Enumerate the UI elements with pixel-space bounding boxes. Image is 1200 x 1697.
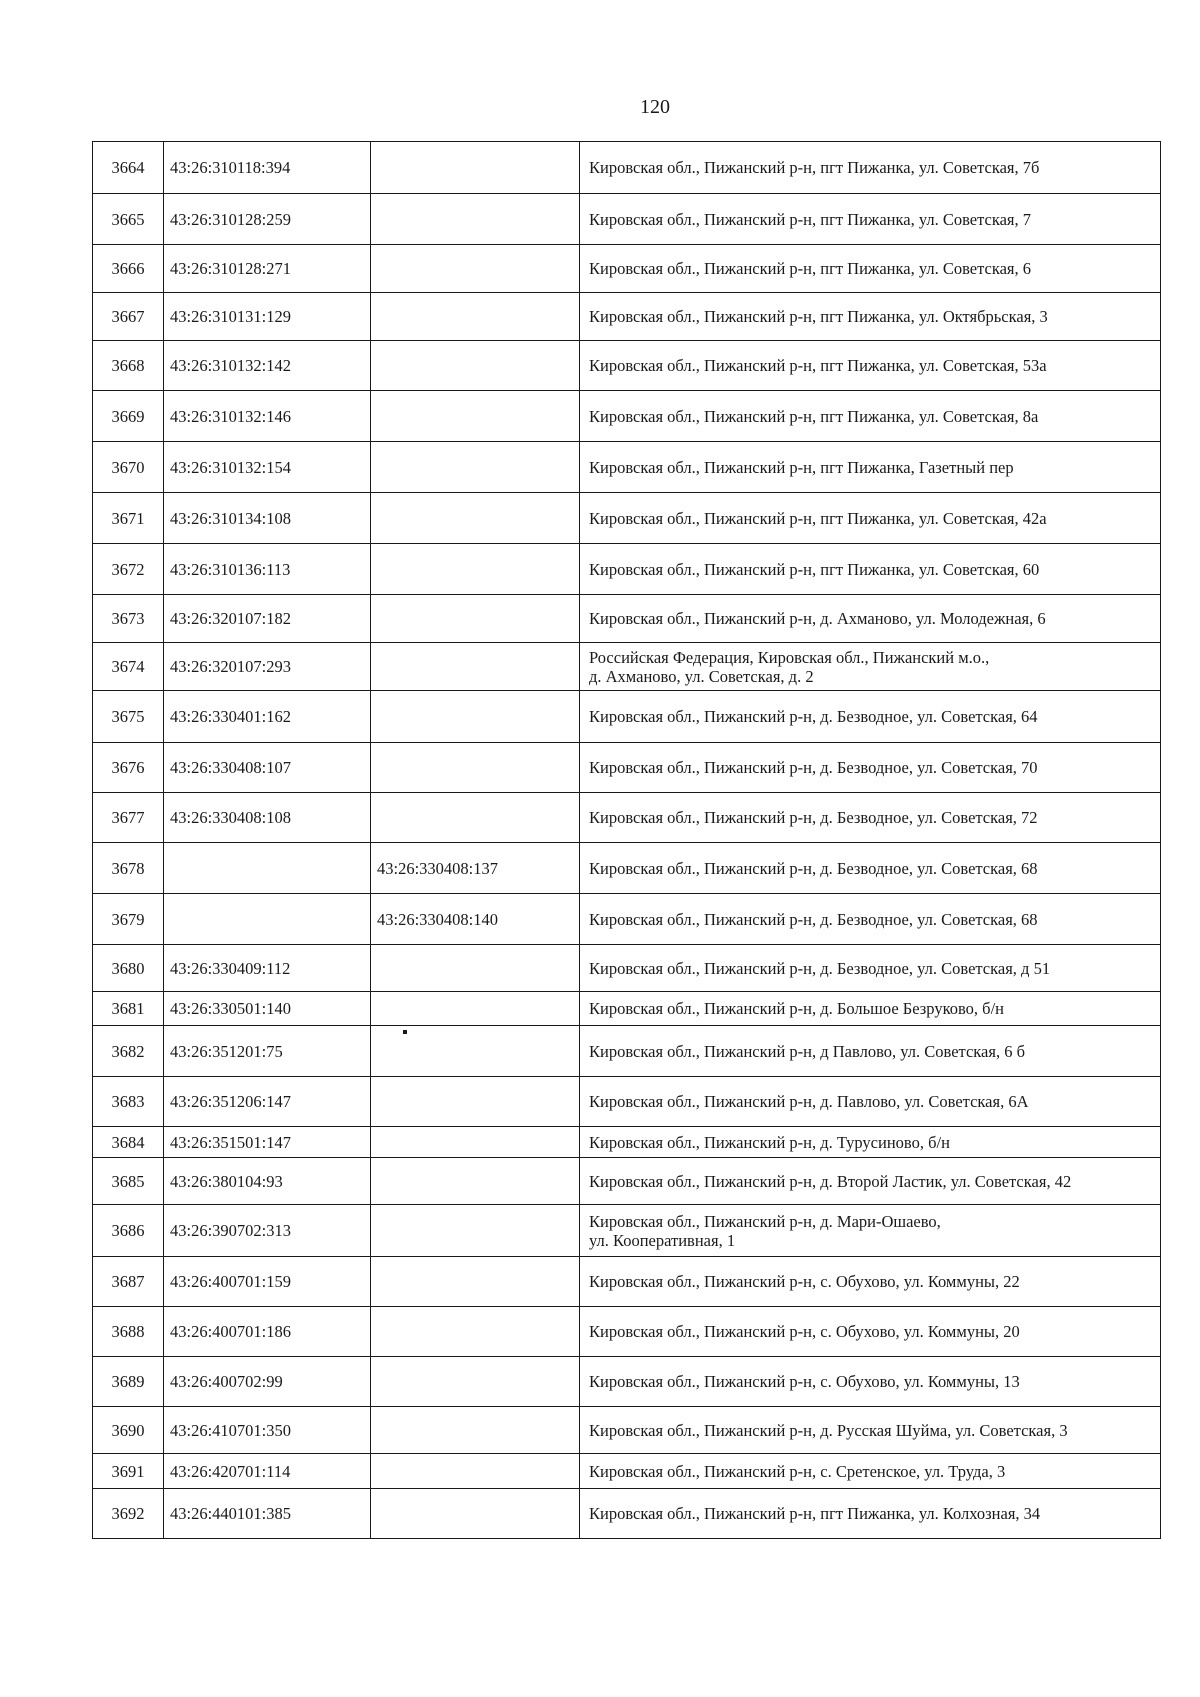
row-number xyxy=(93,1407,164,1454)
cadastral-number-secondary xyxy=(371,1077,580,1127)
address xyxy=(580,595,1161,643)
cadastral-number xyxy=(164,1158,371,1205)
cadastral-number xyxy=(164,1307,371,1357)
address xyxy=(580,1407,1161,1454)
row-number-text: 3679 xyxy=(111,909,145,929)
cadastral-number-text: 43:26:400701:186 xyxy=(170,1322,292,1341)
address-text: Кировская обл., Пижанский р-н, с. Обухово, ул. Коммуны, 20 xyxy=(589,1322,1020,1341)
row-number-text: 3681 xyxy=(111,999,145,1018)
address-text: Кировская обл., Пижанский р-н, с. Сретенское, ул. Труда, 3 xyxy=(589,1461,1006,1481)
cadastral-number xyxy=(164,1489,371,1539)
cadastral-number-text: 43:26:310128:259 xyxy=(170,209,292,229)
row-number-text: 3683 xyxy=(111,1092,145,1111)
table-row xyxy=(93,743,1161,793)
row-number xyxy=(93,1026,164,1077)
table-body xyxy=(93,142,1161,1539)
table-row xyxy=(93,691,1161,743)
address xyxy=(580,793,1161,843)
table-row xyxy=(93,894,1161,945)
row-number-text: 3682 xyxy=(111,1041,145,1061)
address-text: Кировская обл., Пижанский р-н, пгт Пижанка, ул. Советская, 7б xyxy=(589,158,1040,177)
cadastral-number-secondary xyxy=(371,1454,580,1489)
table-row xyxy=(93,1357,1161,1407)
row-number xyxy=(93,894,164,945)
address-text: Кировская обл., Пижанский р-н, с. Обухово, ул. Коммуны, 13 xyxy=(589,1372,1020,1391)
address-text: Кировская обл., Пижанский р-н, пгт Пижанка, ул. Советская, 8а xyxy=(589,406,1039,426)
row-number-text: 3667 xyxy=(111,307,145,326)
cadastral-number-text: 43:26:410701:350 xyxy=(170,1420,292,1440)
cadastral-number-secondary xyxy=(371,544,580,595)
address xyxy=(580,442,1161,493)
table-row xyxy=(93,1489,1161,1539)
address-text: Кировская обл., Пижанский р-н, пгт Пижанка, ул. Октябрьская, 3 xyxy=(589,307,1048,326)
address-text: Кировская обл., Пижанский р-н, д. Безводное, ул. Советская, 68 xyxy=(589,858,1038,878)
cadastral-number-secondary xyxy=(371,691,580,743)
cadastral-number xyxy=(164,1026,371,1077)
address-text: Кировская обл., Пижанский р-н, д. Безводное, ул. Советская, 72 xyxy=(589,808,1038,827)
ink-dot xyxy=(403,1030,407,1034)
table-row xyxy=(93,391,1161,442)
row-number xyxy=(93,293,164,341)
cadastral-number-text: 43:26:320107:293 xyxy=(170,657,292,676)
cadastral-number-text: 43:26:330401:162 xyxy=(170,707,292,726)
row-number xyxy=(93,245,164,293)
address-text: Кировская обл., Пижанский р-н, пгт Пижанка, Газетный пер xyxy=(589,457,1014,477)
cadastral-number-secondary xyxy=(371,843,580,894)
address-text: Кировская обл., Пижанский р-н, пгт Пижанка, ул. Колхозная, 34 xyxy=(589,1504,1041,1523)
row-number-text: 3692 xyxy=(111,1504,145,1523)
address-text: Кировская обл., Пижанский р-н, пгт Пижанка, ул. Советская, 53а xyxy=(589,356,1047,375)
row-number xyxy=(93,391,164,442)
cadastral-number-secondary xyxy=(371,142,580,194)
address xyxy=(580,945,1161,992)
row-number xyxy=(93,1127,164,1158)
row-number-text: 3685 xyxy=(111,1171,145,1191)
cadastral-number-secondary xyxy=(371,1158,580,1205)
address-text: Кировская обл., Пижанский р-н, д. Ахманово, ул. Молодежная, 6 xyxy=(589,609,1046,628)
address-text: Кировская обл., Пижанский р-н, д. Большое Безруково, б/н xyxy=(589,999,1004,1018)
cadastral-number-secondary xyxy=(371,992,580,1026)
address-text: Кировская обл., Пижанский р-н, д. Безводное, ул. Советская, 70 xyxy=(589,758,1038,777)
row-number xyxy=(93,1205,164,1257)
page-number: 120 xyxy=(640,96,670,118)
row-number xyxy=(93,1158,164,1205)
cadastral-number xyxy=(164,1454,371,1489)
cadastral-number-text: 43:26:310132:146 xyxy=(170,406,292,426)
row-number xyxy=(93,1489,164,1539)
cadastral-number xyxy=(164,544,371,595)
cadastral-number-secondary-text: 43:26:330408:137 xyxy=(377,858,499,878)
address xyxy=(580,1127,1161,1158)
cadastral-number-text: 43:26:351501:147 xyxy=(170,1132,292,1152)
address-text: Кировская обл., Пижанский р-н, д. Безводное, ул. Советская, 68 xyxy=(589,909,1038,929)
address xyxy=(580,743,1161,793)
cadastral-number-secondary xyxy=(371,793,580,843)
cadastral-number-secondary xyxy=(371,1026,580,1077)
cadastral-number-text: 43:26:330501:140 xyxy=(170,999,292,1018)
row-number xyxy=(93,691,164,743)
cadastral-number xyxy=(164,493,371,544)
table-row xyxy=(93,1127,1161,1158)
cadastral-number-secondary xyxy=(371,341,580,391)
cadastral-number-secondary xyxy=(371,1407,580,1454)
row-number xyxy=(93,142,164,194)
address-text: Кировская обл., Пижанский р-н, д. Павлово, ул. Советская, 6А xyxy=(589,1092,1029,1111)
cadastral-number-text: 43:26:351201:75 xyxy=(170,1041,283,1061)
address xyxy=(580,691,1161,743)
address-text: Российская Федерация, Кировская обл., Пижанский м.о., xyxy=(589,647,990,667)
row-number-text: 3671 xyxy=(111,508,145,528)
row-number-text: 3675 xyxy=(111,707,145,726)
cadastral-number-text: 43:26:310118:394 xyxy=(170,158,291,177)
row-number xyxy=(93,1307,164,1357)
address xyxy=(580,1454,1161,1489)
row-number xyxy=(93,643,164,691)
row-number-text: 3674 xyxy=(111,657,145,676)
cadastral-number xyxy=(164,1257,371,1307)
table-row xyxy=(93,1077,1161,1127)
cadastral-number-secondary xyxy=(371,442,580,493)
address-text: Кировская обл., Пижанский р-н, д. Безводное, ул. Советская, 64 xyxy=(589,707,1038,726)
table-row xyxy=(93,945,1161,992)
cadastral-number-text: 43:26:390702:313 xyxy=(170,1221,292,1240)
cadastral-number-secondary xyxy=(371,945,580,992)
cadastral-number-text: 43:26:310132:154 xyxy=(170,457,292,477)
table-row xyxy=(93,595,1161,643)
cadastral-number-secondary xyxy=(371,1205,580,1257)
table-row xyxy=(93,643,1161,691)
cadastral-number-secondary xyxy=(371,1357,580,1407)
table-row xyxy=(93,992,1161,1026)
cadastral-number xyxy=(164,194,371,245)
address xyxy=(580,1077,1161,1127)
cadastral-number xyxy=(164,691,371,743)
row-number-text: 3677 xyxy=(111,808,145,827)
cadastral-number-text: 43:26:400702:99 xyxy=(170,1372,283,1391)
cadastral-number-secondary xyxy=(371,894,580,945)
address xyxy=(580,894,1161,945)
row-number-text: 3672 xyxy=(111,559,145,579)
table-row xyxy=(93,493,1161,544)
address xyxy=(580,142,1161,194)
cadastral-number xyxy=(164,391,371,442)
address-line-2: ул. Кооперативная, 1 xyxy=(589,1230,736,1250)
address xyxy=(580,544,1161,595)
table-row xyxy=(93,245,1161,293)
row-number-text: 3690 xyxy=(111,1420,145,1440)
row-number xyxy=(93,194,164,245)
address-text: Кировская обл., Пижанский р-н, д Павлово, ул. Советская, 6 б xyxy=(589,1041,1025,1061)
cadastral-number xyxy=(164,1357,371,1407)
address xyxy=(580,992,1161,1026)
row-number xyxy=(93,544,164,595)
cadastral-number xyxy=(164,1127,371,1158)
row-number-text: 3689 xyxy=(111,1372,145,1391)
table-row xyxy=(93,793,1161,843)
cadastral-number-text: 43:26:380104:93 xyxy=(170,1171,283,1191)
cadastral-number xyxy=(164,945,371,992)
cadastral-number-text: 43:26:420701:114 xyxy=(170,1461,291,1481)
cadastral-number-text: 43:26:330408:108 xyxy=(170,808,292,827)
cadastral-number xyxy=(164,142,371,194)
cadastral-number xyxy=(164,894,371,945)
cadastral-number xyxy=(164,643,371,691)
table-row xyxy=(93,1454,1161,1489)
row-number xyxy=(93,793,164,843)
cadastral-number-secondary xyxy=(371,493,580,544)
row-number-text: 3664 xyxy=(111,158,145,177)
table-row xyxy=(93,1026,1161,1077)
row-number xyxy=(93,743,164,793)
row-number xyxy=(93,945,164,992)
address-text: Кировская обл., Пижанский р-н, д. Второй Ластик, ул. Советская, 42 xyxy=(589,1171,1072,1191)
cadastral-number-secondary xyxy=(371,1489,580,1539)
table-row xyxy=(93,1205,1161,1257)
row-number-text: 3678 xyxy=(111,858,145,878)
address-text: Кировская обл., Пижанский р-н, пгт Пижанка, ул. Советская, 6 xyxy=(589,259,1032,278)
cadastral-number xyxy=(164,1407,371,1454)
table-row xyxy=(93,1407,1161,1454)
address xyxy=(580,245,1161,293)
cadastral-number-secondary xyxy=(371,293,580,341)
cadastral-number-secondary xyxy=(371,1307,580,1357)
row-number-text: 3670 xyxy=(111,457,145,477)
address-text: Кировская обл., Пижанский р-н, пгт Пижанка, ул. Советская, 60 xyxy=(589,559,1040,579)
cadastral-number-text: 43:26:310136:113 xyxy=(170,559,291,579)
cadastral-number xyxy=(164,793,371,843)
cadastral-number xyxy=(164,595,371,643)
cadastral-number xyxy=(164,1205,371,1257)
row-number-text: 3686 xyxy=(111,1221,145,1240)
cadastral-number-secondary xyxy=(371,743,580,793)
cadastral-number-secondary xyxy=(371,1127,580,1158)
address xyxy=(580,1205,1161,1257)
address xyxy=(580,391,1161,442)
address xyxy=(580,1489,1161,1539)
row-number-text: 3668 xyxy=(111,356,145,375)
cadastral-number-secondary xyxy=(371,595,580,643)
row-number xyxy=(93,595,164,643)
table-row xyxy=(93,293,1161,341)
cadastral-number-secondary-text: 43:26:330408:140 xyxy=(377,909,499,929)
row-number-text: 3684 xyxy=(111,1132,145,1152)
table-row xyxy=(93,142,1161,194)
cadastral-number xyxy=(164,442,371,493)
cadastral-number-text: 43:26:400701:159 xyxy=(170,1272,292,1291)
row-number xyxy=(93,1357,164,1407)
cadastral-number-text: 43:26:330409:112 xyxy=(170,958,291,978)
address xyxy=(580,1158,1161,1205)
address xyxy=(580,341,1161,391)
cadastral-number xyxy=(164,245,371,293)
cadastral-number xyxy=(164,293,371,341)
address-text: Кировская обл., Пижанский р-н, д. Русская Шуйма, ул. Советская, 3 xyxy=(589,1420,1068,1440)
cadastral-table xyxy=(92,141,1161,1539)
cadastral-number xyxy=(164,341,371,391)
cadastral-number-text: 43:26:351206:147 xyxy=(170,1092,292,1111)
cadastral-number xyxy=(164,1077,371,1127)
table-row xyxy=(93,843,1161,894)
row-number-text: 3673 xyxy=(111,609,145,628)
row-number-text: 3680 xyxy=(111,958,145,978)
address-text: Кировская обл., Пижанский р-н, д. Турусиново, б/н xyxy=(589,1132,950,1152)
cadastral-number xyxy=(164,843,371,894)
cadastral-number-secondary xyxy=(371,194,580,245)
cadastral-number-secondary xyxy=(371,643,580,691)
cadastral-number-text: 43:26:310132:142 xyxy=(170,356,292,375)
row-number xyxy=(93,1454,164,1489)
address xyxy=(580,1257,1161,1307)
row-number-text: 3688 xyxy=(111,1322,145,1341)
address xyxy=(580,493,1161,544)
cadastral-number-secondary xyxy=(371,1257,580,1307)
cadastral-number-text: 43:26:320107:182 xyxy=(170,609,292,628)
cadastral-number xyxy=(164,743,371,793)
table-row xyxy=(93,194,1161,245)
row-number xyxy=(93,341,164,391)
cadastral-number-text: 43:26:330408:107 xyxy=(170,758,292,777)
cadastral-number-text: 43:26:310131:129 xyxy=(170,307,292,326)
cadastral-number-text: 43:26:310134:108 xyxy=(170,508,292,528)
table-row xyxy=(93,544,1161,595)
row-number-text: 3687 xyxy=(111,1272,145,1291)
table-row xyxy=(93,1158,1161,1205)
row-number-text: 3666 xyxy=(111,259,145,278)
table-row xyxy=(93,341,1161,391)
table-row xyxy=(93,1307,1161,1357)
address-text: Кировская обл., Пижанский р-н, д. Мари-Ошаево, xyxy=(589,1211,941,1231)
cadastral-number-secondary xyxy=(371,245,580,293)
row-number xyxy=(93,493,164,544)
address xyxy=(580,643,1161,691)
row-number-text: 3676 xyxy=(111,758,145,777)
row-number xyxy=(93,992,164,1026)
row-number xyxy=(93,843,164,894)
address-text: Кировская обл., Пижанский р-н, пгт Пижанка, ул. Советская, 42а xyxy=(589,508,1047,528)
cadastral-number xyxy=(164,992,371,1026)
table-row xyxy=(93,1257,1161,1307)
address xyxy=(580,1307,1161,1357)
address-text: Кировская обл., Пижанский р-н, д. Безводное, ул. Советская, д 51 xyxy=(589,958,1051,978)
address-text: Кировская обл., Пижанский р-н, пгт Пижанка, ул. Советская, 7 xyxy=(589,209,1032,229)
address xyxy=(580,843,1161,894)
row-number-text: 3669 xyxy=(111,406,145,426)
address xyxy=(580,1026,1161,1077)
address-line-2: д. Ахманово, ул. Советская, д. 2 xyxy=(589,666,814,686)
address xyxy=(580,293,1161,341)
cadastral-number-secondary xyxy=(371,391,580,442)
row-number xyxy=(93,1257,164,1307)
table-row xyxy=(93,442,1161,493)
row-number xyxy=(93,442,164,493)
cadastral-number-text: 43:26:440101:385 xyxy=(170,1504,292,1523)
cadastral-number-text: 43:26:310128:271 xyxy=(170,259,292,278)
address xyxy=(580,1357,1161,1407)
address xyxy=(580,194,1161,245)
row-number-text: 3665 xyxy=(111,209,145,229)
address-text: Кировская обл., Пижанский р-н, с. Обухово, ул. Коммуны, 22 xyxy=(589,1272,1020,1291)
row-number xyxy=(93,1077,164,1127)
row-number-text: 3691 xyxy=(111,1461,145,1481)
